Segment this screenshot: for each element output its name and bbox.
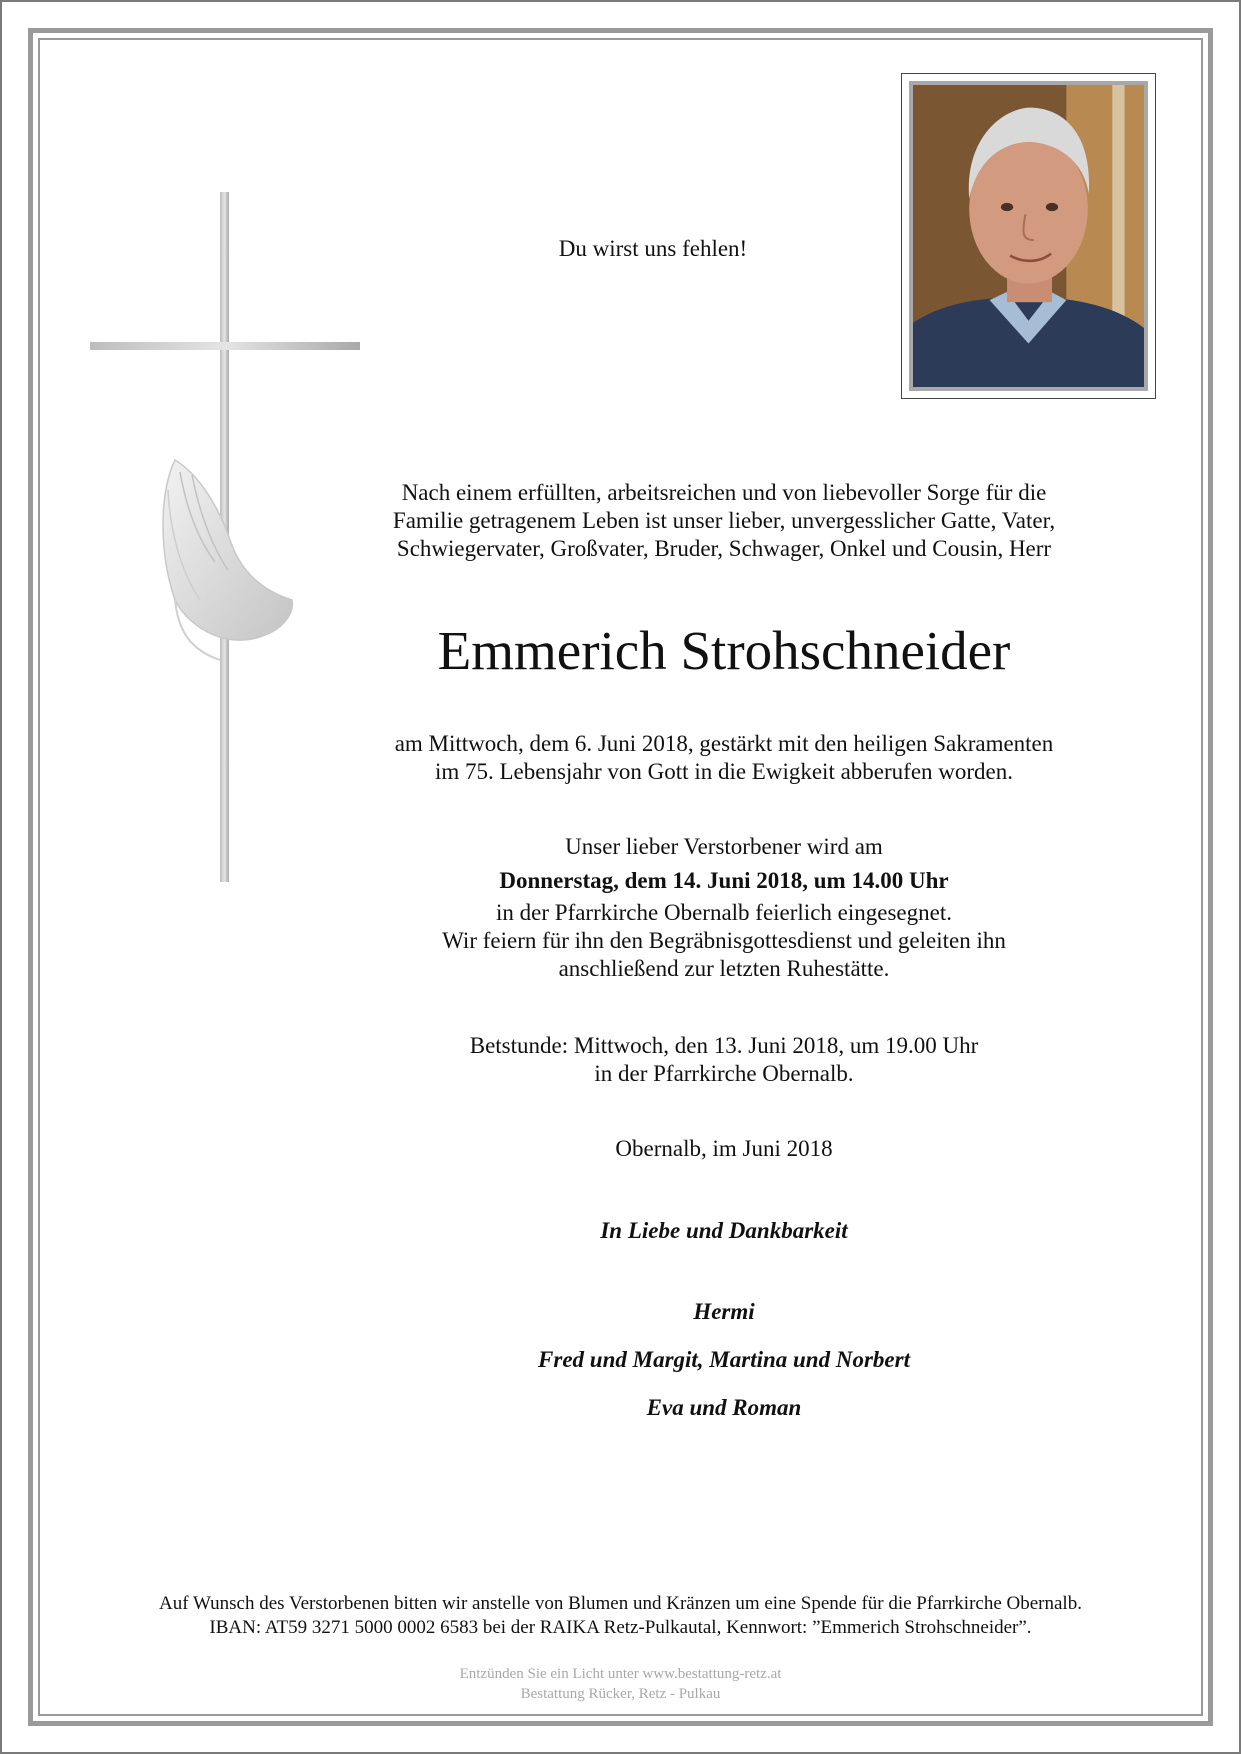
family-list (360, 1298, 1088, 1442)
death-line: am Mittwoch, dem 6. Juni 2018, gestärkt mit den heiligen Sakramenten (394, 731, 1054, 756)
funeral-line: Unser lieber Verstorbener wird am (565, 834, 883, 859)
prayer-line: Betstunde: Mittwoch, den 13. Juni 2018, um 19.00 Uhr (469, 1033, 979, 1058)
family-member: Eva und Roman (646, 1395, 802, 1420)
family-member: Hermi (693, 1299, 755, 1324)
prayer-line: in der Pfarrkirche Obernalb. (594, 1061, 854, 1086)
intro-line: Schwiegervater, Großvater, Bruder, Schwager, Onkel und Cousin, Herr (396, 536, 1052, 561)
intro-line: Nach einem erfüllten, arbeitsreichen und von liebevoller Sorge für die (401, 480, 1047, 505)
footer (60, 1664, 1181, 1704)
intro-text (360, 479, 1088, 563)
funeral-date: Donnerstag, dem 14. Juni 2018, um 14.00 Uhr (499, 868, 949, 893)
portrait-image (913, 85, 1144, 387)
portrait-photo (901, 73, 1156, 399)
funeral-details (360, 833, 1088, 983)
cross-praying-hands-icon (80, 190, 370, 900)
death-notice (360, 730, 1088, 786)
closing-phrase: In Liebe und Dankbarkeit (600, 1218, 848, 1243)
funeral-line: in der Pfarrkirche Obernalb feierlich eingesegnet. (496, 900, 952, 925)
place-date: Obernalb, im Juni 2018 (615, 1136, 833, 1161)
deceased-name: Emmerich Strohschneider (437, 620, 1011, 681)
footer-line: Entzünden Sie ein Licht unter www.bestattung-retz.at (459, 1666, 782, 1682)
prayer-hour (360, 1032, 1088, 1088)
intro-line: Familie getragenem Leben ist unser lieber, unvergesslicher Gatte, Vater, (392, 508, 1056, 533)
motto: Du wirst uns fehlen! (558, 236, 748, 261)
donation-line: IBAN: AT59 3271 5000 0002 6583 bei der RAIKA Retz-Pulkautal, Kennwort: ”Emmerich Strohschneider”. (209, 1617, 1032, 1638)
footer-line: Bestattung Rücker, Retz - Pulkau (520, 1686, 721, 1702)
funeral-line: anschließend zur letzten Ruhestätte. (558, 956, 890, 981)
donation-line: Auf Wunsch des Verstorbenen bitten wir anstelle von Blumen und Kränzen um eine Spende für die Pfarrkirche Obernalb. (159, 1593, 1082, 1614)
donation-note (60, 1592, 1181, 1640)
death-line: im 75. Lebensjahr von Gott in die Ewigkeit abberufen worden. (434, 759, 1014, 784)
family-member: Fred und Margit, Martina und Norbert (538, 1347, 910, 1372)
funeral-line: Wir feiern für ihn den Begräbnisgottesdienst und geleiten ihn (442, 928, 1006, 953)
